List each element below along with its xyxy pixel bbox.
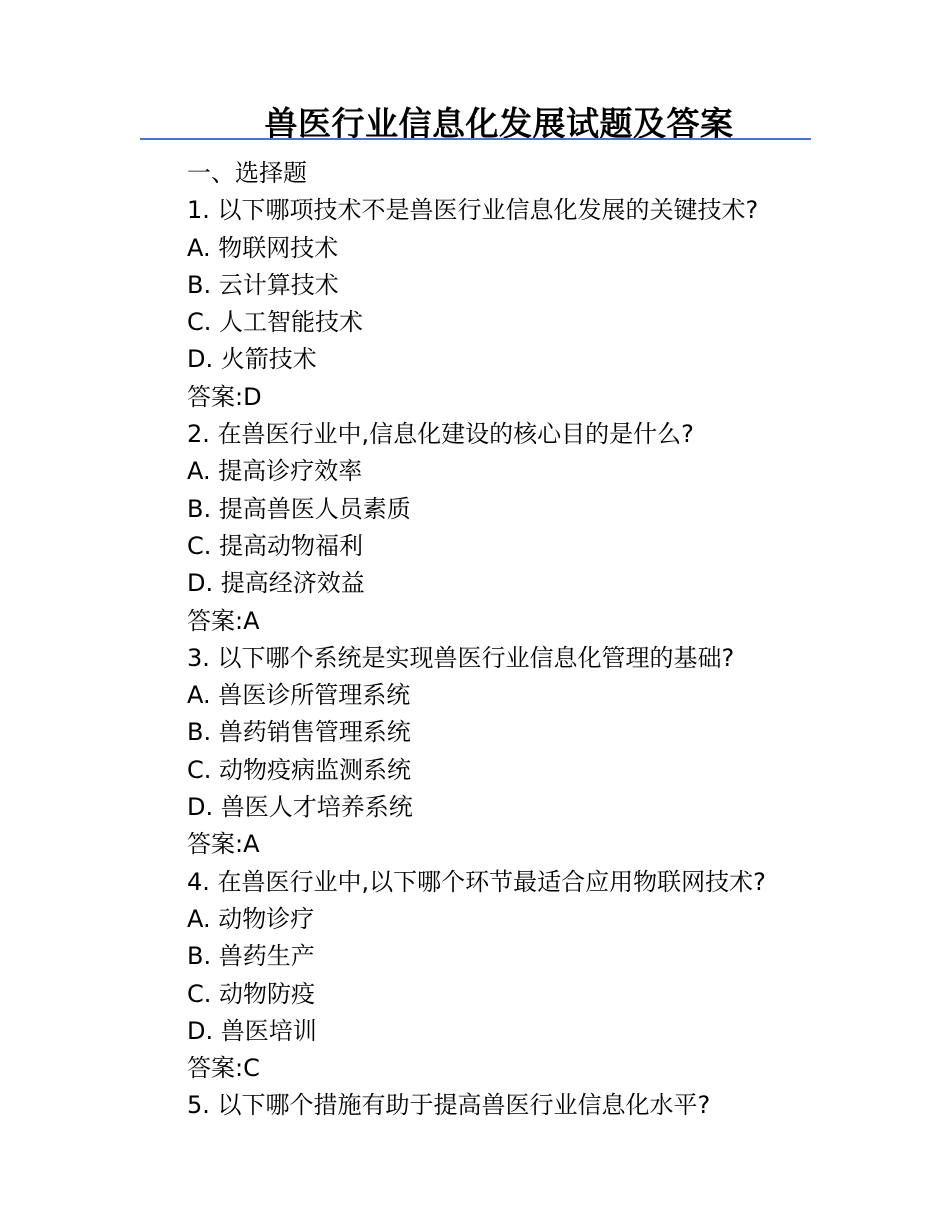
question-option: D. 兽医人才培养系统: [187, 793, 413, 822]
question-stem: 4. 在兽医行业中,以下哪个环节最适合应用物联网技术?: [187, 867, 766, 896]
question-answer: 答案:A: [187, 606, 260, 635]
question-option: A. 提高诊疗效率: [187, 457, 363, 486]
question-option: B. 兽药销售管理系统: [187, 718, 411, 747]
question-option: A. 动物诊疗: [187, 904, 315, 933]
question-option: B. 提高兽医人员素质: [187, 494, 411, 523]
question-answer: 答案:C: [187, 1054, 260, 1083]
question-option: B. 兽药生产: [187, 942, 315, 971]
question-option: D. 提高经济效益: [187, 569, 365, 598]
question-option: C. 动物疫病监测系统: [187, 755, 412, 784]
title-underline: [140, 138, 811, 140]
question-answer: 答案:A: [187, 830, 260, 859]
question-option: D. 兽医培训: [187, 1016, 317, 1045]
question-stem: 1. 以下哪项技术不是兽医行业信息化发展的关键技术?: [187, 196, 759, 225]
question-stem: 5. 以下哪个措施有助于提高兽医行业信息化水平?: [187, 1091, 711, 1120]
question-option: A. 物联网技术: [187, 233, 339, 262]
question-option: C. 提高动物福利: [187, 531, 364, 560]
question-option: C. 动物防疫: [187, 979, 316, 1008]
question-option: D. 火箭技术: [187, 345, 317, 374]
section-heading: 一、选择题: [187, 159, 307, 187]
document-title: 兽医行业信息化发展试题及答案: [264, 104, 734, 143]
question-option: B. 云计算技术: [187, 270, 339, 299]
question-option: A. 兽医诊所管理系统: [187, 681, 411, 710]
question-answer: 答案:D: [187, 382, 262, 411]
question-stem: 3. 以下哪个系统是实现兽医行业信息化管理的基础?: [187, 643, 735, 672]
question-option: C. 人工智能技术: [187, 308, 364, 337]
question-stem: 2. 在兽医行业中,信息化建设的核心目的是什么?: [187, 420, 694, 449]
document-body: [187, 155, 827, 1125]
